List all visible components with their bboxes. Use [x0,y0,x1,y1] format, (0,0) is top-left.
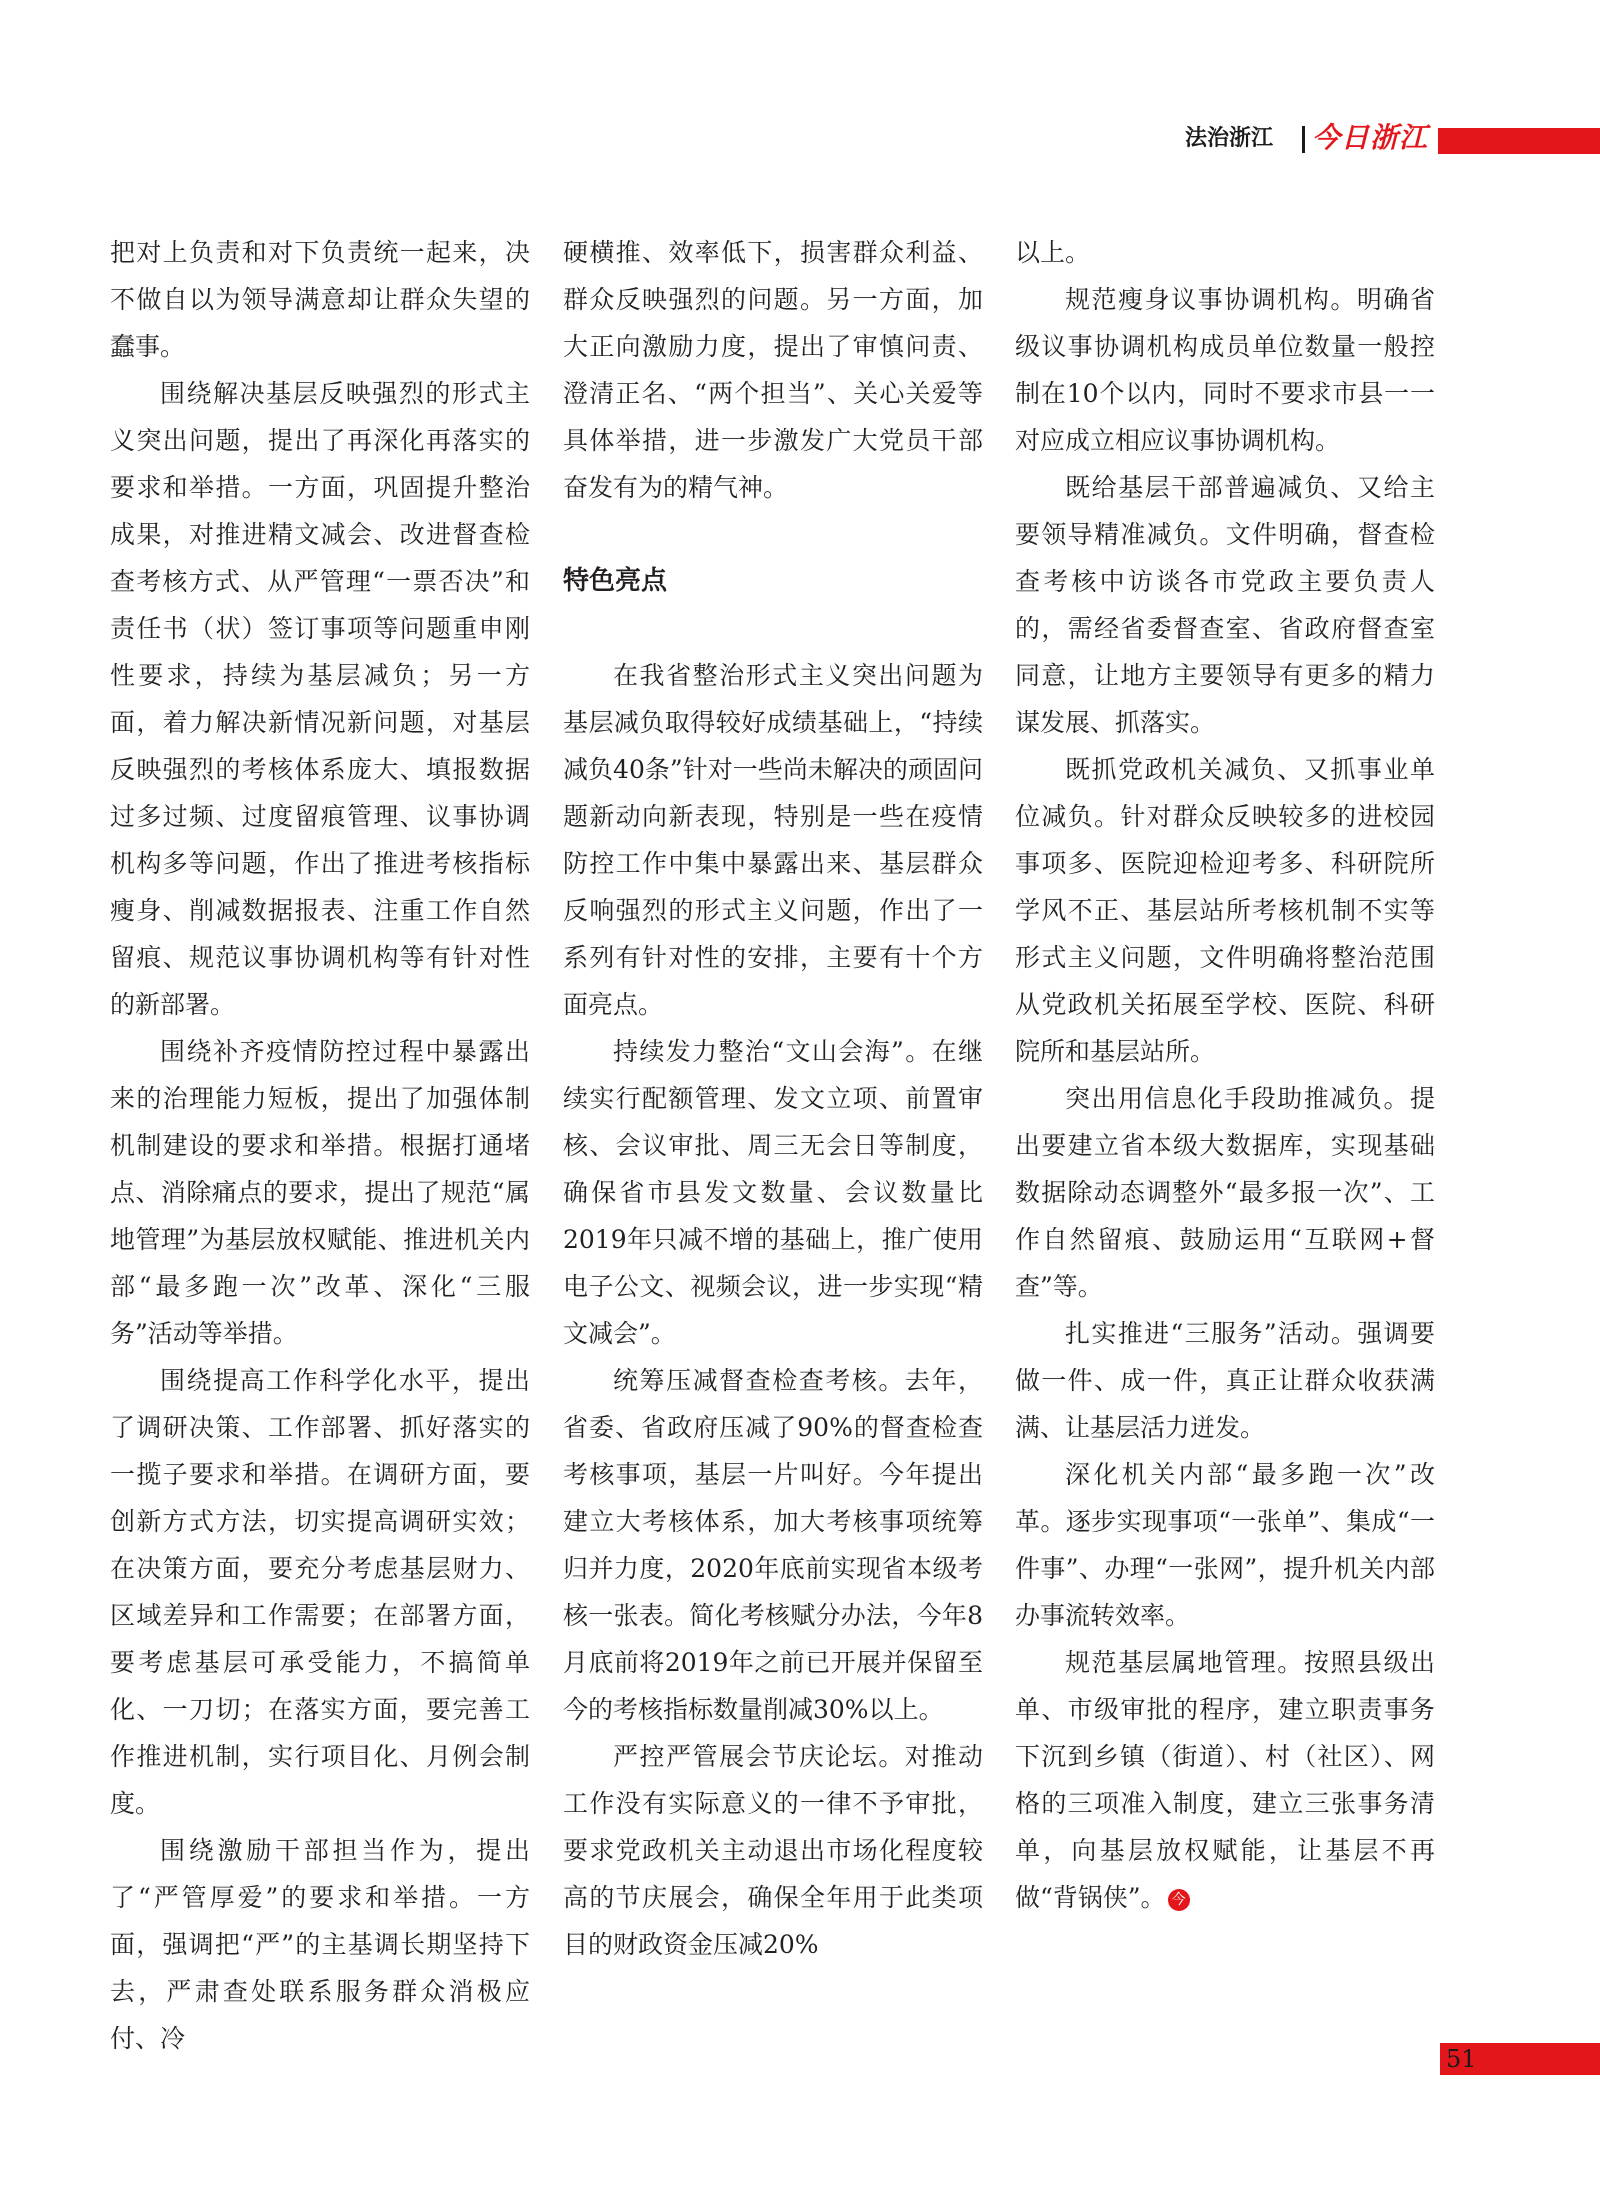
paragraph: 规范瘦身议事协调机构。明确省级议事协调机构成员单位数量一般控制在10个以内，同时不要求市县一一对应成立相应议事协调机构。 [1015,285,1435,455]
section-name: 法治浙江 [1185,126,1274,151]
paragraph-text: 规范基层属地管理。按照县级出单、市级审批的程序，建立职责事务下沉到乡镇（街道）、村（社区）、网格的三项准入制度，建立三张事务清单，向基层放权赋能，让基层不再做“背锅侠”。 [1015,1648,1435,1912]
paragraph: 把对上负责和对下负责统一起来，决不做自以为领导满意却让群众失望的蠢事。 [110,238,530,361]
end-mark-icon: 今 [1168,1889,1190,1911]
paragraph: 深化机关内部“最多跑一次”改革。逐步实现事项“一张单”、集成“一件事”、办理“一张网”，提升机关内部办事流转效率。 [1015,1460,1435,1630]
paragraph: 既抓党政机关减负、又抓事业单位减负。针对群众反映较多的进校园事项多、医院迎检迎考多、科研院所学风不正、基层站所考核机制不实等形式主义问题，文件明确将整治范围从党政机关拓展至学校、医院、科研院所和基层站所。 [1015,755,1435,1066]
paragraph-last [1015,1639,1435,1921]
paragraph: 突出用信息化手段助推减负。提出要建立省本级大数据库，实现基础数据除动态调整外“最多报一次”、工作自然留痕、鼓励运用“互联网+督查”等。 [1015,1084,1435,1301]
paragraph: 统筹压减督查检查考核。去年，省委、省政府压减了90%的督查检查考核事项，基层一片叫好。今年提出建立大考核体系，加大考核事项统筹归并力度，2020年底前实现省本级考核一张表。简化考核赋分办法，今年8月底前将2019年之前已开展并保留至今的考核指标数量削减30%以上。 [563,1366,983,1724]
paragraph: 围绕提高工作科学化水平，提出了调研决策、工作部署、抓好落实的一揽子要求和举措。在调研方面，要创新方式方法，切实提高调研实效；在决策方面，要充分考虑基层财力、区域差异和工作需要；在部署方面，要考虑基层可承受能力，不搞简单化、一刀切；在落实方面，要完善工作推进机制，实行项目化、月例会制度。 [110,1366,530,1818]
section-heading: 特色亮点 [563,566,668,596]
paragraph: 扎实推进“三服务”活动。强调要做一件、成一件，真正让群众收获满满、让基层活力迸发。 [1015,1319,1435,1442]
page-number: 51 [1446,2045,1477,2073]
header-divider [1302,126,1305,153]
paragraph: 持续发力整治“文山会海”。在继续实行配额管理、发文立项、前置审核、会议审批、周三无会日等制度，确保省市县发文数量、会议数量比2019年只减不增的基础上，推广使用电子公文、视频会议，进一步实现“精文减会”。 [563,1037,983,1348]
paragraph: 既给基层干部普遍减负、又给主要领导精准减负。文件明确，督查检查考核中访谈各市党政主要负责人的，需经省委督查室、省政府督查室同意，让地方主要领导有更多的精力谋发展、抓落实。 [1015,473,1435,737]
brand-logo: 今日浙江 [1312,121,1429,154]
column-1 [110,229,530,2062]
header-accent-bar [1438,128,1600,154]
paragraph: 硬横推、效率低下，损害群众利益、群众反映强烈的问题。另一方面，加大正向激励力度，提出了审慎问责、澄清正名、“两个担当”、关心关爱等具体举措，进一步激发广大党员干部奋发有为的精气神。 [563,238,983,502]
paragraph: 围绕激励干部担当作为，提出了“严管厚爱”的要求和举措。一方面，强调把“严”的主基调长期坚持下去，严肃查处联系服务群众消极应付、冷 [110,1836,530,2053]
column-3 [1015,229,1435,1921]
paragraph: 围绕解决基层反映强烈的形式主义突出问题，提出了再深化再落实的要求和举措。一方面，巩固提升整治成果，对推进精文减会、改进督查检查考核方式、从严管理“一票否决”和责任书（状）签订事项等问题重申刚性要求，持续为基层减负；另一方面，着力解决新情况新问题，对基层反映强烈的考核体系庞大、填报数据过多过频、过度留痕管理、议事协调机构多等问题，作出了推进考核指标瘦身、削减数据报表、注重工作自然留痕、规范议事协调机构等有针对性的新部署。 [110,379,530,1019]
column-2 [563,229,983,1968]
paragraph: 围绕补齐疫情防控过程中暴露出来的治理能力短板，提出了加强体制机制建设的要求和举措。根据打通堵点、消除痛点的要求，提出了规范“属地管理”为基层放权赋能、推进机关内部“最多跑一次”改革、深化“三服务”活动等举措。 [110,1037,530,1348]
paragraph: 以上。 [1015,238,1091,267]
paragraph: 在我省整治形式主义突出问题为基层减负取得较好成绩基础上，“持续减负40条”针对一些尚未解决的顽固问题新动向新表现，特别是一些在疫情防控工作中集中暴露出来、基层群众反响强烈的形式主义问题，作出了一系列有针对性的安排，主要有十个方面亮点。 [563,661,983,1019]
paragraph: 严控严管展会节庆论坛。对推动工作没有实际意义的一律不予审批，要求党政机关主动退出市场化程度较高的节庆展会，确保全年用于此类项目的财政资金压减20% [563,1742,983,1959]
